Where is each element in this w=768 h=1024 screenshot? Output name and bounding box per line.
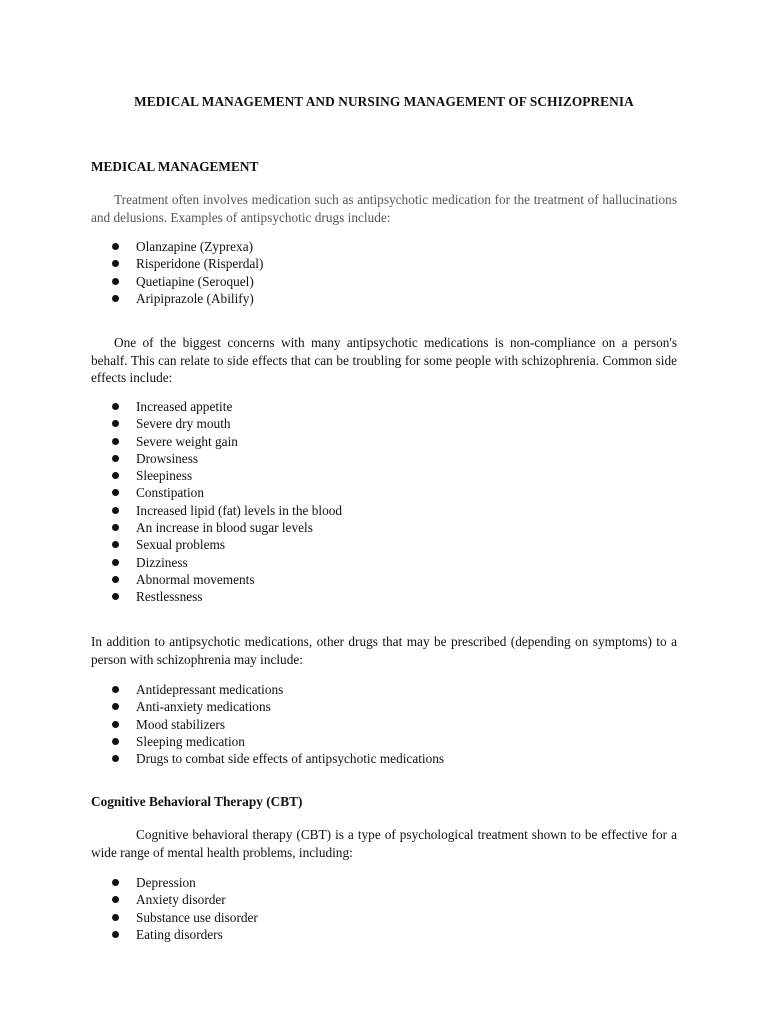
list-item-text: Sleeping medication bbox=[136, 733, 245, 749]
list-item-text: Substance use disorder bbox=[136, 909, 258, 925]
list-item bbox=[91, 588, 342, 605]
list-item-text: Depression bbox=[136, 875, 196, 890]
list-item bbox=[91, 733, 444, 750]
bullet-icon bbox=[112, 879, 119, 886]
bullet-icon bbox=[112, 489, 119, 496]
list-item-text: Sexual problems bbox=[136, 537, 226, 553]
list-item-text: Severe dry mouth bbox=[136, 416, 231, 432]
list-item bbox=[91, 891, 258, 908]
side-effects-list bbox=[91, 398, 342, 606]
list-item-text: Drowsiness bbox=[136, 450, 199, 466]
list-item-text: Drugs to combat side effects of antipsychotic medications bbox=[136, 751, 445, 767]
list-item-text: Risperidone (Risperdal) bbox=[136, 256, 264, 272]
list-item-text: Constipation bbox=[136, 485, 204, 501]
list-item bbox=[91, 484, 342, 501]
bullet-icon bbox=[112, 295, 119, 302]
list-item bbox=[91, 909, 258, 926]
bullet-icon bbox=[112, 721, 119, 728]
list-item bbox=[91, 255, 263, 272]
list-item bbox=[91, 290, 263, 307]
bullet-icon bbox=[112, 559, 119, 566]
bullet-icon bbox=[112, 455, 119, 462]
medication-intro-paragraph: Treatment often involves medication such as antipsychotic medication for the treatment of hallucinations and delusions. Examples of antipsychotic drugs include: bbox=[91, 192, 677, 225]
list-item bbox=[91, 681, 444, 698]
list-item-text: Dizziness bbox=[136, 554, 188, 570]
bullet-icon bbox=[112, 686, 119, 693]
bullet-icon bbox=[112, 260, 119, 267]
bullet-icon bbox=[112, 243, 119, 250]
list-item bbox=[91, 467, 342, 484]
bullet-icon bbox=[112, 524, 119, 531]
list-item bbox=[91, 926, 258, 943]
list-item bbox=[91, 238, 263, 255]
bullet-icon bbox=[112, 403, 119, 410]
list-item bbox=[91, 874, 258, 891]
bullet-icon bbox=[112, 593, 119, 600]
list-item-text: Increased lipid (fat) levels in the blood bbox=[136, 502, 343, 518]
list-item bbox=[91, 750, 444, 767]
list-item-text: Mood stabilizers bbox=[136, 716, 226, 732]
document-title: MEDICAL MANAGEMENT AND NURSING MANAGEMENT OF SCHIZOPRENIA bbox=[134, 94, 634, 109]
other-drugs-list bbox=[91, 681, 444, 767]
antipsychotic-drug-list bbox=[91, 238, 263, 307]
cbt-intro-paragraph: Cognitive behavioral therapy (CBT) is a type of psychological treatment shown to be effective for a wide range of mental health problems, including: bbox=[91, 827, 677, 860]
bullet-icon bbox=[112, 755, 119, 762]
list-item-text: Eating disorders bbox=[136, 926, 223, 942]
bullet-icon bbox=[112, 914, 119, 921]
list-item-text: Aripiprazole (Abilify) bbox=[136, 290, 254, 306]
cbt-heading: Cognitive Behavioral Therapy (CBT) bbox=[91, 794, 303, 809]
list-item-text: An increase in blood sugar levels bbox=[136, 520, 313, 536]
list-item bbox=[91, 698, 444, 715]
list-item-text: Abnormal movements bbox=[136, 571, 255, 587]
other-drugs-paragraph: In addition to antipsychotic medications, other drugs that may be prescribed (depending on symptoms) to a person with schizophrenia may include: bbox=[91, 634, 677, 667]
list-item-text: Quetiapine (Seroquel) bbox=[136, 273, 254, 289]
list-item bbox=[91, 536, 342, 553]
list-item-text: Olanzapine (Zyprexa) bbox=[136, 239, 254, 254]
list-item-text: Increased appetite bbox=[136, 399, 233, 414]
list-item-text: Anti-anxiety medications bbox=[136, 699, 271, 715]
list-item-text: Anxiety disorder bbox=[136, 892, 226, 908]
list-item bbox=[91, 450, 342, 467]
list-item bbox=[91, 554, 342, 571]
bullet-icon bbox=[112, 541, 119, 548]
bullet-icon bbox=[112, 507, 119, 514]
bullet-icon bbox=[112, 576, 119, 583]
bullet-icon bbox=[112, 438, 119, 445]
bullet-icon bbox=[112, 703, 119, 710]
bullet-icon bbox=[112, 278, 119, 285]
list-item bbox=[91, 716, 444, 733]
list-item bbox=[91, 398, 342, 415]
medical-management-heading: MEDICAL MANAGEMENT bbox=[91, 159, 259, 174]
list-item-text: Severe weight gain bbox=[136, 433, 238, 449]
non-compliance-paragraph: One of the biggest concerns with many antipsychotic medications is non-compliance on a person's behalf. This can relate to side effects that can be troubling for some people with schizophrenia. Common side effects include: bbox=[91, 335, 677, 385]
list-item-text: Sleepiness bbox=[136, 468, 193, 484]
bullet-icon bbox=[112, 738, 119, 745]
list-item-text: Restlessness bbox=[136, 589, 203, 605]
list-item bbox=[91, 571, 342, 588]
bullet-icon bbox=[112, 931, 119, 938]
bullet-icon bbox=[112, 420, 119, 427]
list-item bbox=[91, 273, 263, 290]
list-item bbox=[91, 519, 342, 536]
list-item bbox=[91, 502, 342, 519]
bullet-icon bbox=[112, 896, 119, 903]
bullet-icon bbox=[112, 472, 119, 479]
list-item bbox=[91, 433, 342, 450]
list-item-text: Antidepressant medications bbox=[136, 682, 284, 697]
cbt-conditions-list bbox=[91, 874, 258, 943]
list-item bbox=[91, 415, 342, 432]
